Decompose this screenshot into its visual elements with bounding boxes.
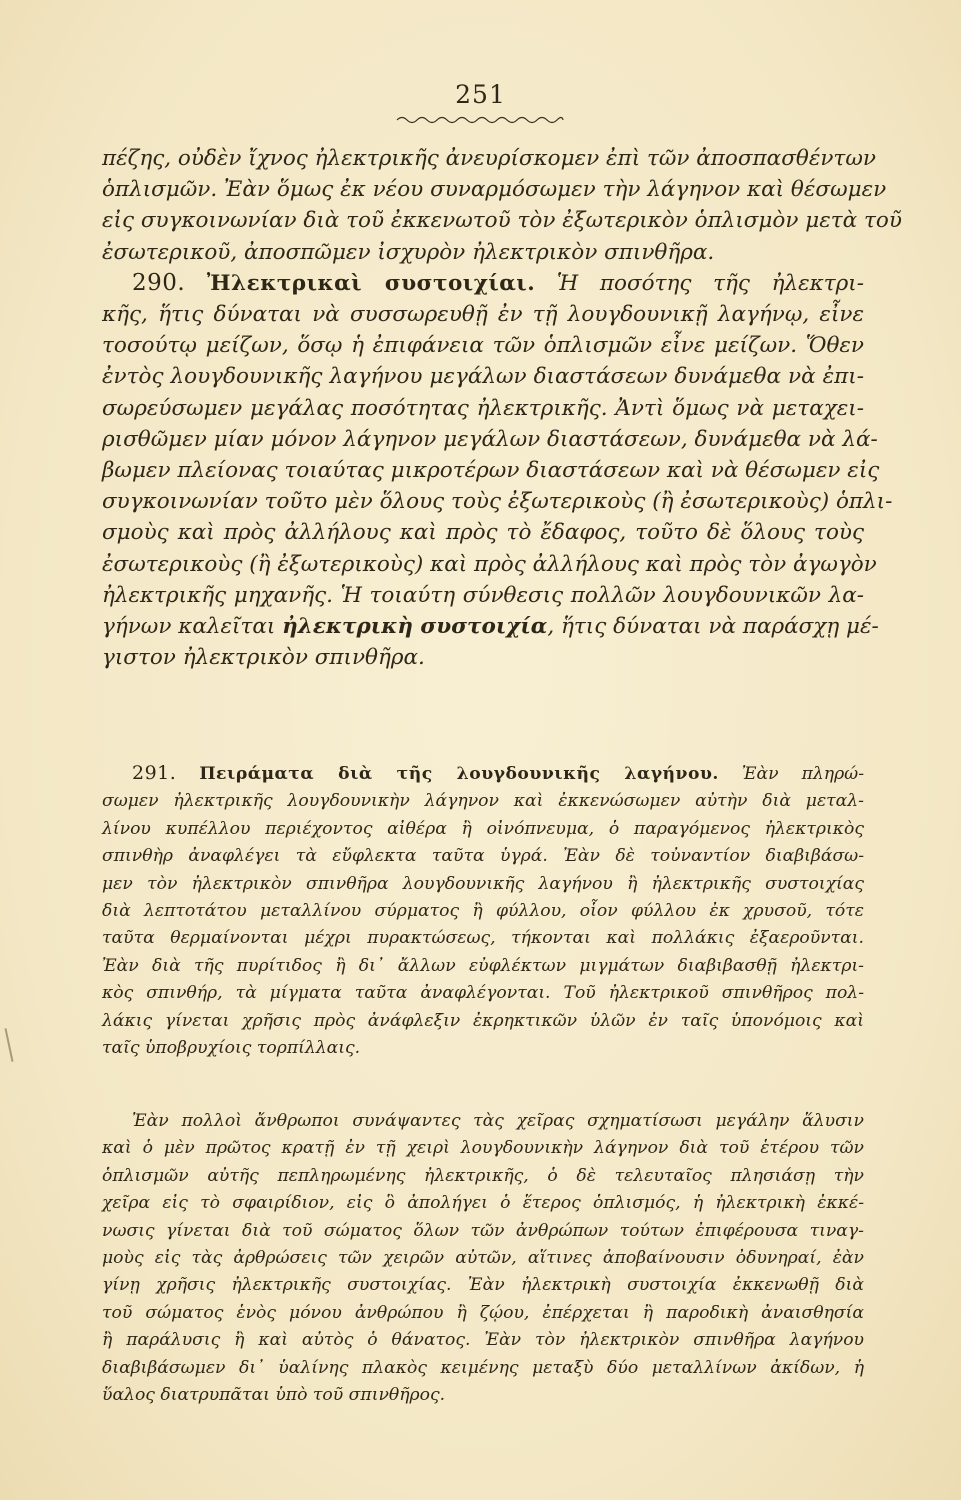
text-line: ταῦτα θερμαίνονται μέχρι πυρακτώσεως, τήκονται καὶ πολλάκις ἐξαεροῦνται. bbox=[102, 928, 864, 949]
defined-term: ἠλεκτρικὴ συστοιχία bbox=[282, 614, 548, 640]
section-291-paragraph-2 bbox=[102, 1108, 864, 1409]
text-line: γιστον ἠλεκτρικὸν σπινθῆρα. bbox=[102, 645, 425, 671]
text-line: μεν τὸν ἠλεκτρικὸν σπινθῆρα λουγδουνικῆς λαγήνου ἢ ἠλεκτρικῆς συστοιχίας bbox=[102, 873, 864, 894]
term-definition-line bbox=[102, 611, 879, 642]
text-line: νωσις γίνεται διὰ τοῦ σώματος ὅλων τῶν ἀνθρώπων τούτων ἐπιφέρουσα τιναγ- bbox=[102, 1220, 864, 1241]
page-number: 251 bbox=[455, 80, 506, 109]
text-line: ἢ παράλυσις ἢ καὶ αὐτὸς ὁ θάνατος. Ἐὰν τὸν ἠλεκτρικὸν σπινθῆρα λαγήνου bbox=[102, 1330, 864, 1351]
margin-pencil-mark bbox=[4, 1028, 13, 1062]
text-line: ὁπλισμῶν αὐτῆς πεπληρωμένης ἠλεκτρικῆς, ὁ δὲ τελευταῖος πλησιάσῃ τὴν bbox=[102, 1165, 864, 1186]
section-number: 290. bbox=[132, 269, 186, 296]
text-line: Ἐὰν διὰ τῆς πυρίτιδος ἢ δι᾽ ἄλλων εὐφλέκτων μιγμάτων διαβιβασθῇ ἠλεκτρι- bbox=[102, 955, 864, 976]
text-line: ἐσωτερικοῦ, ἀποσπῶμεν ἰσχυρὸν ἠλεκτρικὸν σπινθῆρα. bbox=[102, 239, 715, 265]
text-line: λάκις γίνεται χρῆσις πρὸς ἀνάφλεξιν ἐκρηκτικῶν ὑλῶν ἐν ταῖς ὑπονόμοις καὶ bbox=[102, 1010, 864, 1031]
text-line: πέζης, οὐδὲν ἴχνος ἠλεκτρικῆς ἀνευρίσκομεν ἐπὶ τῶν ἀποσπασθέντων bbox=[102, 146, 876, 171]
section-290-first-line bbox=[102, 268, 864, 299]
text-line: καὶ ὁ μὲν πρῶτος κρατῇ ἐν τῇ χειρὶ λουγδουνικὴν λάγηνον διὰ τοῦ ἑτέρου τῶν bbox=[102, 1138, 864, 1159]
text-line: ἐντὸς λουγδουνικῆς λαγήνου μεγάλων διαστάσεων δυνάμεθα νὰ ἐπι- bbox=[102, 364, 864, 390]
text-line: κῆς, ἥτις δύναται νὰ συσσωρευθῇ ἐν τῇ λουγδουνικῇ λαγήνῳ, εἶνε bbox=[102, 302, 864, 328]
wavy-rule-ornament bbox=[395, 114, 565, 126]
text-line: ταῖς ὑποβρυχίοις τορπίλλαις. bbox=[102, 1038, 361, 1059]
section-number: 291. bbox=[132, 762, 177, 784]
text-line: σπινθὴρ ἀναφλέγει τὰ εὔφλεκτα ταῦτα ὑγρά. Ἐὰν δὲ τοὐναντίον διαβιβάσω- bbox=[102, 846, 864, 867]
text-fragment: Ἡ ποσότης τῆς ἠλεκτρι- bbox=[556, 270, 864, 296]
text-line: διαβιβάσωμεν δι᾽ ὑαλίνης πλακὸς κειμένης μεταξὺ δύο μεταλλίνων ἀκίδων, ἡ bbox=[102, 1357, 864, 1378]
text-line: βωμεν πλείονας τοιαύτας μικροτέρων διαστάσεων καὶ νὰ θέσωμεν εἰς bbox=[102, 458, 880, 484]
text-line: διὰ λεπτοτάτου μεταλλίνου σύρματος ἢ φύλλου, οἷον φύλλου ἐκ χρυσοῦ, τότε bbox=[102, 901, 864, 922]
text-line: γίνῃ χρῆσις ἠλεκτρικῆς συστοιχίας. Ἐὰν ἠλεκτρικὴ συστοιχία ἐκκενωθῇ διὰ bbox=[102, 1275, 864, 1296]
text-line: ὁπλισμῶν. Ἐὰν ὅμως ἐκ νέου συναρμόσωμεν τὴν λάγηνον καὶ θέσωμεν bbox=[102, 177, 887, 203]
text-line: σωμεν ἠλεκτρικῆς λουγδουνικὴν λάγηνον καὶ ἐκκενώσωμεν αὐτὴν διὰ μεταλ- bbox=[102, 791, 864, 812]
text-line: συγκοινωνίαν τοῦτο μὲν ὅλους τοὺς ἐξωτερικοὺς (ἢ ἐσωτερικοὺς) ὁπλι- bbox=[102, 489, 893, 515]
text-line: σωρεύσωμεν μεγάλας ποσότητας ἠλεκτρικῆς. Ἀντὶ ὅμως νὰ μεταχει- bbox=[102, 395, 864, 421]
text-line: ἠλεκτρικῆς μηχανῆς. Ἡ τοιαύτη σύνθεσις πολλῶν λουγδουνικῶν λα- bbox=[102, 582, 864, 608]
text-line: τοσούτῳ μείζων, ὅσῳ ἡ ἐπιφάνεια τῶν ὁπλισμῶν εἶνε μείζων. Ὅθεν bbox=[102, 333, 864, 359]
section-291-first-line bbox=[102, 760, 864, 788]
text-line: μοὺς εἰς τὰς ἀρθρώσεις τῶν χειρῶν αὐτῶν, αἵτινες ἀποβαίνουσιν ὀδυνηραί, ἐὰν bbox=[102, 1248, 864, 1269]
text-fragment: , ἥτις δύναται νὰ παράσχῃ μέ- bbox=[547, 614, 879, 640]
text-line: ἐσωτερικοὺς (ἢ ἐξωτερικοὺς) καὶ πρὸς ἀλλήλους καὶ πρὸς τὸν ἀγωγὸν bbox=[102, 551, 877, 577]
section-heading: Πειράματα διὰ τῆς λουγδουνικῆς λαγήνου. bbox=[199, 764, 719, 784]
text-line: τοῦ σώματος ἑνὸς μόνου ἀνθρώπου ἢ ζῴου, ἐπέρχεται ἢ παροδικὴ ἀναισθησία bbox=[102, 1302, 864, 1323]
text-line: ρισθῶμεν μίαν μόνον λάγηνον μεγάλων διαστάσεων, δυνάμεθα νὰ λά- bbox=[102, 426, 878, 452]
section-heading: Ἠλεκτρικαὶ συστοιχίαι. bbox=[206, 270, 536, 296]
text-fragment: Ἐὰν πληρώ- bbox=[741, 764, 865, 784]
section-291-block bbox=[102, 760, 864, 1062]
text-line: κὸς σπινθήρ, τὰ μίγματα ταῦτα ἀναφλέγονται. Τοῦ ἠλεκτρικοῦ σπινθῆρος πολ- bbox=[102, 983, 864, 1004]
text-line: εἰς συγκοινωνίαν διὰ τοῦ ἐκκενωτοῦ τὸν ἐξωτερικὸν ὁπλισμὸν μετὰ τοῦ bbox=[102, 208, 902, 234]
text-line: ὕαλος διατρυπᾶται ὑπὸ τοῦ σπινθῆρος. bbox=[102, 1385, 446, 1406]
text-line: χεῖρα εἰς τὸ σφαιρίδιον, εἰς ὃ ἀπολήγει ὁ ἕτερος ὁπλισμός, ἡ ἠλεκτρικὴ ἐκκέ- bbox=[102, 1193, 864, 1214]
text-fragment: γήνων καλεῖται bbox=[102, 614, 276, 640]
text-line: Ἐὰν πολλοὶ ἄνθρωποι συνάψαντες τὰς χεῖρας σχηματίσωσι μεγάλην ἅλυσιν bbox=[132, 1111, 864, 1131]
main-text-block bbox=[102, 143, 902, 673]
text-line: σμοὺς καὶ πρὸς ἀλλήλους καὶ πρὸς τὸ ἔδαφος, τοῦτο δὲ ὅλους τοὺς bbox=[102, 520, 864, 546]
text-line: λίνου κυπέλλου περιέχοντος αἰθέρα ἢ οἰνόπνευμα, ὁ παραγόμενος ἠλεκτρικὸς bbox=[102, 818, 864, 839]
